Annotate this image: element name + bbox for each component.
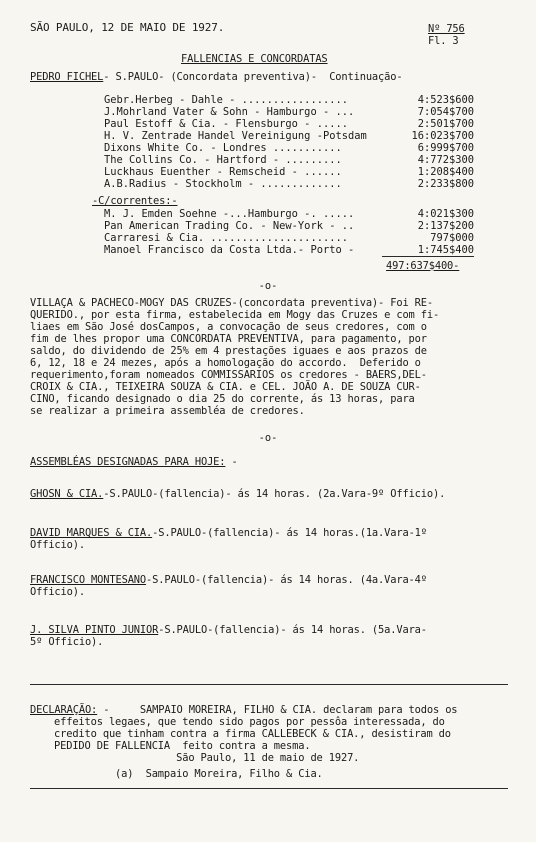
account-amount: 797$000 bbox=[430, 232, 474, 244]
paragraph-line: liaes em São José dosCampos, a convocação de seus credores, com o bbox=[30, 321, 427, 333]
creditor-amount: 1:208$400 bbox=[417, 166, 474, 178]
account-name: Pan American Trading Co. - New-York - .. bbox=[104, 220, 355, 232]
total-rule bbox=[382, 256, 474, 257]
creditor-row bbox=[104, 142, 474, 154]
assembly-details: -S.PAULO-(fallencia)- ás 14 horas. (2a.Vara-9º Officio). bbox=[103, 488, 446, 500]
declaration-signature: (a) Sampaio Moreira, Filho & Cia. bbox=[54, 768, 323, 780]
assembly-details: -S.PAULO-(fallencia)- ás 14 horas. (5a.Vara- bbox=[158, 624, 427, 636]
creditor-row bbox=[104, 154, 474, 166]
bottom-rule bbox=[30, 788, 508, 789]
creditor-row bbox=[104, 94, 474, 106]
paragraph-line: VILLAÇA & PACHECO-MOGY DAS CRUZES-(concordata preventiva)- Foi RE- bbox=[30, 297, 433, 309]
assembly-party: DAVID MARQUES & CIA. bbox=[30, 527, 153, 539]
section-title: FALLENCIAS E CONCORDATAS bbox=[181, 53, 328, 65]
declaration-text: - SAMPAIO MOREIRA, FILHO & CIA. declaram para todos os bbox=[97, 704, 458, 716]
paragraph-line: QUERIDO., por esta firma, estabelecida em Mogy das Cruzes e com fi- bbox=[30, 309, 440, 321]
account-name: Manoel Francisco da Costa Ltda.- Porto - bbox=[104, 244, 355, 256]
creditor-row bbox=[104, 166, 474, 178]
assembly-party: FRANCISCO MONTESANO bbox=[30, 574, 147, 586]
creditor-amount: 16:023$700 bbox=[411, 130, 474, 142]
declaration-line: credito que tinham contra a firma CALLEBECK & CIA., desistiram do bbox=[54, 728, 451, 740]
paragraph-line: fim de lhes propor uma CONCORDATA PREVENTIVA, para pagamento, por bbox=[30, 333, 427, 345]
declaration-line: effeitos legaes, que tendo sido pagos por pessôa interessada, do bbox=[54, 716, 445, 728]
paragraph-line: CINO, ficando designado o dia 25 do corrente, ás 13 horas, para bbox=[30, 393, 415, 405]
creditor-amount: 2:501$700 bbox=[417, 118, 474, 130]
assembly-item bbox=[30, 574, 427, 586]
creditor-name: J.Mohrland Vater & Sohn - Hamburgo - ... bbox=[104, 106, 355, 118]
account-name: Carraresi & Cia. ...................... bbox=[104, 232, 348, 244]
assembly-item bbox=[30, 624, 427, 636]
assembly-details-cont: Officio). bbox=[30, 539, 85, 551]
assembly-item bbox=[30, 488, 445, 500]
assembly-details: -S.PAULO-(fallencia)- ás 14 horas.(1a.Vara-1º bbox=[152, 527, 427, 539]
creditor-amount: 4:772$300 bbox=[417, 154, 474, 166]
paragraph-line: requerimento,foram nomeados COMMISSARIOS os credores - BAERS,DEL- bbox=[30, 369, 427, 381]
declaration-date-line: São Paulo, 11 de maio de 1927. bbox=[54, 752, 360, 764]
creditor-amount: 4:523$600 bbox=[417, 94, 474, 106]
assembly-item bbox=[30, 527, 427, 539]
account-row bbox=[104, 208, 474, 220]
account-amount: 4:021$300 bbox=[417, 208, 474, 220]
case-heading bbox=[30, 71, 402, 83]
case-party: PEDRO FICHEL bbox=[30, 71, 104, 83]
creditor-amount: 6:999$700 bbox=[417, 142, 474, 154]
bulletin-number: Nº 756 bbox=[428, 23, 465, 35]
declaration-first-line bbox=[30, 704, 457, 716]
creditor-name: Paul Estoff & Cia. - Flensburgo - ..... bbox=[104, 118, 348, 130]
paragraph-line: saldo, do dividendo de 25% em 4 prestações iguaes e aos prazos de bbox=[30, 345, 427, 357]
creditor-row bbox=[104, 106, 474, 118]
account-row bbox=[104, 232, 474, 244]
sheet-number: Fl. 3 bbox=[428, 35, 459, 47]
creditor-amount: 2:233$800 bbox=[417, 178, 474, 190]
separator: -o- bbox=[258, 432, 278, 444]
declaration-label: DECLARAÇÃO: bbox=[30, 704, 98, 716]
creditor-name: Dixons White Co. - Londres ........... bbox=[104, 142, 342, 154]
case-details: - S.PAULO- (Concordata preventiva)- Continuação- bbox=[103, 71, 403, 83]
declaration-rule bbox=[30, 684, 508, 685]
creditor-name: Gebr.Herbeg - Dahle - ................. bbox=[104, 94, 348, 106]
creditor-row bbox=[104, 178, 474, 190]
assemblies-heading-text: ASSEMBLÉAS DESIGNADAS PARA HOJE: bbox=[30, 456, 226, 468]
creditor-name: The Collins Co. - Hartford - ......... bbox=[104, 154, 342, 166]
separator: -o- bbox=[258, 280, 278, 292]
assembly-details-cont: 5º Officio). bbox=[30, 636, 104, 648]
account-row bbox=[104, 220, 474, 232]
paragraph-line: se realizar a primeira assembléa de credores. bbox=[30, 405, 305, 417]
paragraph-line: CROIX & CIA., TEIXEIRA SOUZA & CIA. e CEL. JOÃO A. DE SOUZA CUR- bbox=[30, 381, 421, 393]
creditor-name: Luckhaus Euenther - Remscheid - ...... bbox=[104, 166, 342, 178]
creditor-row bbox=[104, 118, 474, 130]
accounts-label: -C/correntes:- bbox=[92, 195, 178, 207]
date-line: SÃO PAULO, 12 DE MAIO DE 1927. bbox=[30, 21, 225, 34]
assemblies-heading-suffix: - bbox=[225, 456, 238, 468]
account-row bbox=[104, 244, 474, 256]
assembly-party: GHOSN & CIA. bbox=[30, 488, 104, 500]
assembly-details-cont: Officio). bbox=[30, 586, 85, 598]
assembly-party: J. SILVA PINTO JUNIOR bbox=[30, 624, 159, 636]
account-amount: 2:137$200 bbox=[417, 220, 474, 232]
creditor-name: H. V. Zentrade Handel Vereinigung -Potsdam bbox=[104, 130, 367, 142]
paragraph-line: 6, 12, 18 e 24 mezes, após a homologação do accordo. Deferido o bbox=[30, 357, 421, 369]
account-name: M. J. Emden Soehne -...Hamburgo -. ..... bbox=[104, 208, 355, 220]
assemblies-heading bbox=[30, 456, 238, 468]
total-amount: 497:637$400- bbox=[386, 260, 460, 272]
creditor-row bbox=[104, 130, 474, 142]
assembly-details: -S.PAULO-(fallencia)- ás 14 horas. (4a.Vara-4º bbox=[146, 574, 427, 586]
account-amount: 1:745$400 bbox=[417, 244, 474, 256]
declaration-line: PEDIDO DE FALLENCIA feito contra a mesma. bbox=[54, 740, 311, 752]
creditor-amount: 7:054$700 bbox=[417, 106, 474, 118]
creditor-name: A.B.Radius - Stockholm - ............. bbox=[104, 178, 342, 190]
